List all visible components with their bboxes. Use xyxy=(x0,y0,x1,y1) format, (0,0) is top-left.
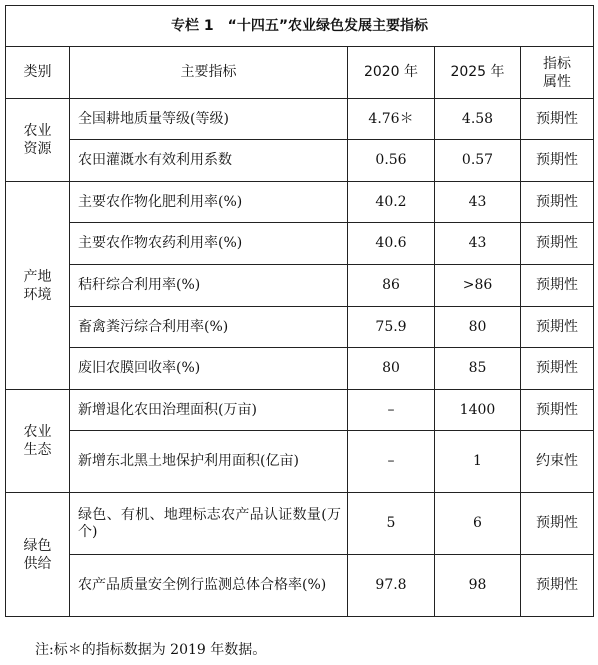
attribute-cell: 预期性 xyxy=(521,390,594,431)
value-2020-cell: 86 xyxy=(348,265,435,307)
value-2025-cell: >86 xyxy=(435,265,521,307)
indicator-cell: 主要农作物农药利用率(%) xyxy=(70,223,348,265)
attribute-cell: 预期性 xyxy=(521,265,594,307)
category-label: 产地环境 xyxy=(23,268,52,303)
value-2025-cell: 85 xyxy=(435,348,521,390)
indicator-cell: 废旧农膜回收率(%) xyxy=(70,348,348,390)
value-2025-cell: 0.57 xyxy=(435,140,521,182)
value-2020-cell: 0.56 xyxy=(348,140,435,182)
table-row xyxy=(6,390,594,431)
table-row xyxy=(6,493,594,555)
attribute-cell: 约束性 xyxy=(521,431,594,493)
header-row xyxy=(6,47,594,99)
category-cell xyxy=(6,390,70,493)
value-2020-cell: – xyxy=(348,431,435,493)
table-row xyxy=(6,223,594,265)
table-row xyxy=(6,140,594,182)
attribute-cell: 预期性 xyxy=(521,493,594,555)
header-2025: 2025 年 xyxy=(435,47,521,99)
category-cell xyxy=(6,493,70,617)
attribute-cell: 预期性 xyxy=(521,307,594,348)
category-label: 农业资源 xyxy=(23,123,52,157)
table-row xyxy=(6,348,594,390)
indicator-cell: 全国耕地质量等级(等级) xyxy=(70,99,348,140)
table-row xyxy=(6,431,594,493)
value-2025-cell: 43 xyxy=(435,182,521,223)
value-2020-cell: 4.76＊ xyxy=(348,99,435,140)
attribute-cell: 预期性 xyxy=(521,348,594,390)
attribute-cell: 预期性 xyxy=(521,99,594,140)
category-cell xyxy=(6,182,70,390)
header-attribute xyxy=(521,47,594,99)
indicator-document xyxy=(5,5,593,659)
attribute-cell: 预期性 xyxy=(521,223,594,265)
value-2025-cell: 1 xyxy=(435,431,521,493)
indicator-cell: 农产品质量安全例行监测总体合格率(%) xyxy=(70,555,348,617)
value-2025-cell: 6 xyxy=(435,493,521,555)
header-indicator: 主要指标 xyxy=(70,47,348,99)
attribute-cell: 预期性 xyxy=(521,140,594,182)
footnote: 注:标＊的指标数据为 2019 年数据。 xyxy=(35,642,267,658)
header-2020: 2020 年 xyxy=(348,47,435,99)
value-2025-cell: 4.58 xyxy=(435,99,521,140)
value-2020-cell: 5 xyxy=(348,493,435,555)
indicator-table xyxy=(5,5,594,617)
value-2020-cell: 75.9 xyxy=(348,307,435,348)
indicator-cell: 绿色、有机、地理标志农产品认证数量(万个) xyxy=(70,493,348,555)
table-row xyxy=(6,265,594,307)
category-label: 绿色供给 xyxy=(23,537,52,572)
indicator-cell: 主要农作物化肥利用率(%) xyxy=(70,182,348,223)
table-row xyxy=(6,182,594,223)
table-title: 专栏 1 “十四五”农业绿色发展主要指标 xyxy=(6,6,594,47)
indicator-cell: 秸秆综合利用率(%) xyxy=(70,265,348,307)
value-2020-cell: – xyxy=(348,390,435,431)
table-row xyxy=(6,555,594,617)
category-cell xyxy=(6,99,70,182)
value-2020-cell: 40.6 xyxy=(348,223,435,265)
attribute-cell: 预期性 xyxy=(521,182,594,223)
header-category: 类别 xyxy=(6,47,70,99)
indicator-cell: 畜禽粪污综合利用率(%) xyxy=(70,307,348,348)
value-2020-cell: 80 xyxy=(348,348,435,390)
indicator-cell: 农田灌溉水有效利用系数 xyxy=(70,140,348,182)
value-2025-cell: 1400 xyxy=(435,390,521,431)
attribute-cell: 预期性 xyxy=(521,555,594,617)
indicator-cell: 新增东北黑土地保护利用面积(亿亩) xyxy=(70,431,348,493)
table-row xyxy=(6,99,594,140)
table-row xyxy=(6,307,594,348)
value-2020-cell: 97.8 xyxy=(348,555,435,617)
header-attribute-label: 指标属性 xyxy=(543,55,572,90)
value-2025-cell: 43 xyxy=(435,223,521,265)
category-label: 农业生态 xyxy=(23,424,52,458)
value-2020-cell: 40.2 xyxy=(348,182,435,223)
value-2025-cell: 80 xyxy=(435,307,521,348)
indicator-cell: 新增退化农田治理面积(万亩) xyxy=(70,390,348,431)
value-2025-cell: 98 xyxy=(435,555,521,617)
